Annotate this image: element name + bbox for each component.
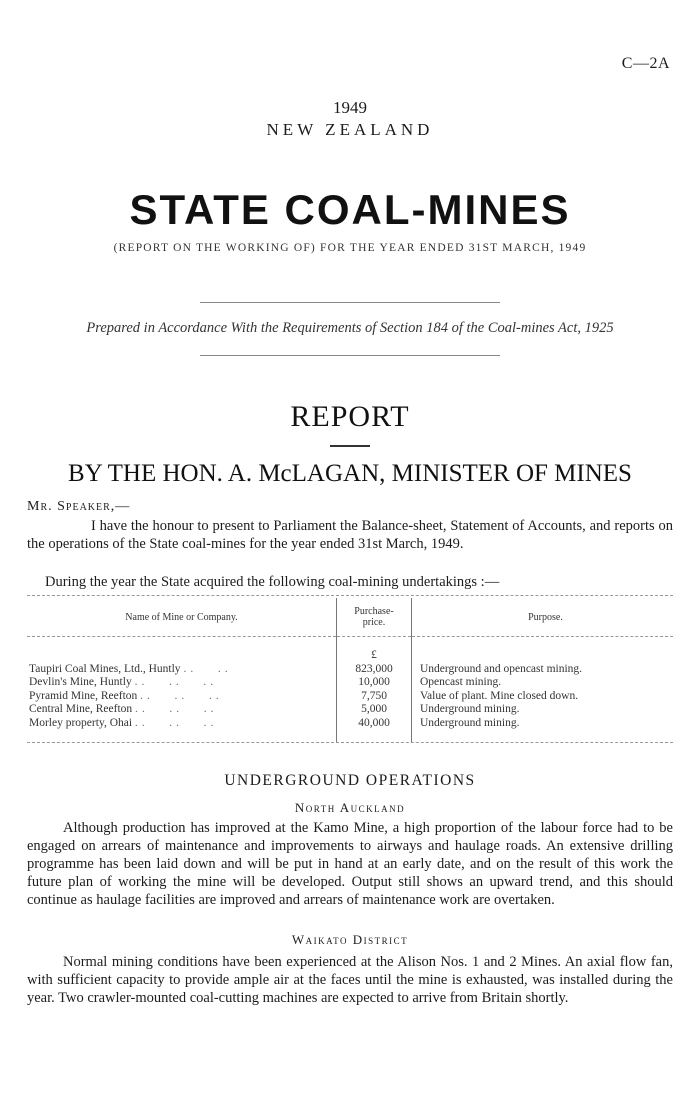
mine-name: Morley property, Ohai .. .. ..	[29, 716, 218, 729]
north-auckland-paragraph	[27, 819, 673, 909]
report-heading: REPORT	[290, 400, 410, 433]
during-paragraph: During the year the State acquired the following coal-mining undertakings :—	[45, 574, 500, 590]
header-price	[337, 598, 412, 637]
prepared-statement: Prepared in Accordance With the Requirements of Section 184 of the Coal-mines Act, 1925	[86, 320, 614, 336]
header-name: Name of Mine or Company.	[27, 598, 337, 637]
mine-purpose: Underground and opencast mining.	[420, 662, 583, 675]
table-bottom-rule	[27, 742, 673, 743]
table-row	[27, 676, 673, 690]
divider-rule	[330, 445, 370, 447]
salutation: Mr. Speaker,—	[27, 499, 131, 514]
mine-price: 7,750	[337, 690, 412, 704]
district-heading-north-auckland: North Auckland	[294, 800, 406, 815]
minister-byline: BY THE HON. A. McLAGAN, MINISTER OF MINES	[68, 460, 632, 487]
waikato-text: Normal mining conditions have been experienced at the Alison Nos. 1 and 2 Mines. An axial flow fan, with sufficient capacity to provide ample air at the faces until the mine is exhausted, was installed during the year. Two crawler-mounted coal-cutting machines are expected to arrive from Britain shortly.	[27, 954, 673, 1006]
divider-rule	[200, 355, 500, 356]
report-year: 1949	[333, 98, 367, 117]
header-price-text: Purchase-price.	[354, 606, 394, 628]
mine-purpose: Opencast mining.	[420, 676, 502, 688]
mine-purpose: Value of plant. Mine closed down.	[420, 689, 579, 702]
mine-name: Central Mine, Reefton .. .. ..	[29, 703, 218, 715]
currency-symbol: £	[337, 637, 412, 663]
mine-price: 10,000	[337, 676, 412, 690]
table-row	[27, 663, 673, 677]
table-row	[27, 703, 673, 717]
mine-name: Devlin's Mine, Huntly .. .. ..	[29, 676, 218, 688]
country-name: NEW ZEALAND	[266, 120, 434, 139]
mine-name: Taupiri Coal Mines, Ltd., Huntly .. ..	[29, 662, 232, 675]
table-row	[27, 690, 673, 704]
table-top-rule	[27, 595, 673, 596]
mine-name: Pyramid Mine, Reefton .. .. ..	[29, 689, 223, 702]
district-heading-waikato: Waikato District	[291, 932, 409, 947]
header-purpose: Purpose.	[412, 598, 674, 637]
currency-spacer	[27, 637, 337, 663]
section-heading: UNDERGROUND OPERATIONS	[224, 772, 476, 789]
mine-price: 5,000	[337, 703, 412, 717]
intro-text: I have the honour to present to Parliament the Balance-sheet, Statement of Accounts, and reports on the operations of the State coal-mines for the year ended 31st March, 1949.	[27, 518, 673, 552]
mine-purpose: Underground mining.	[420, 703, 520, 715]
north-auckland-text: Although production has improved at the Kamo Mine, a high proportion of the labour force had to be engaged on arrears of maintenance and improvements to airways and haulage roads. An extensive drilling programme has been laid down and will be put in hand at an early date, and on the result of this work the future plan of working the mine will be developed. Output still shows an upward trend, and this should continue as haulage facilities are improved and arrears of maintenance work are overtaken.	[27, 820, 673, 908]
table-row	[27, 717, 673, 743]
acquisitions-table	[27, 595, 673, 743]
mine-price: 823,000	[337, 663, 412, 677]
divider-rule	[200, 302, 500, 303]
mine-price: 40,000	[337, 717, 412, 743]
mine-purpose: Underground mining.	[420, 716, 520, 729]
main-title: STATE COAL-MINES	[129, 186, 571, 233]
currency-spacer	[412, 637, 674, 663]
intro-paragraph	[27, 517, 673, 553]
document-code: C—2A	[621, 55, 670, 72]
subtitle: (REPORT ON THE WORKING OF) FOR THE YEAR ENDED 31ST MARCH, 1949	[113, 242, 587, 254]
waikato-paragraph	[27, 953, 673, 1007]
